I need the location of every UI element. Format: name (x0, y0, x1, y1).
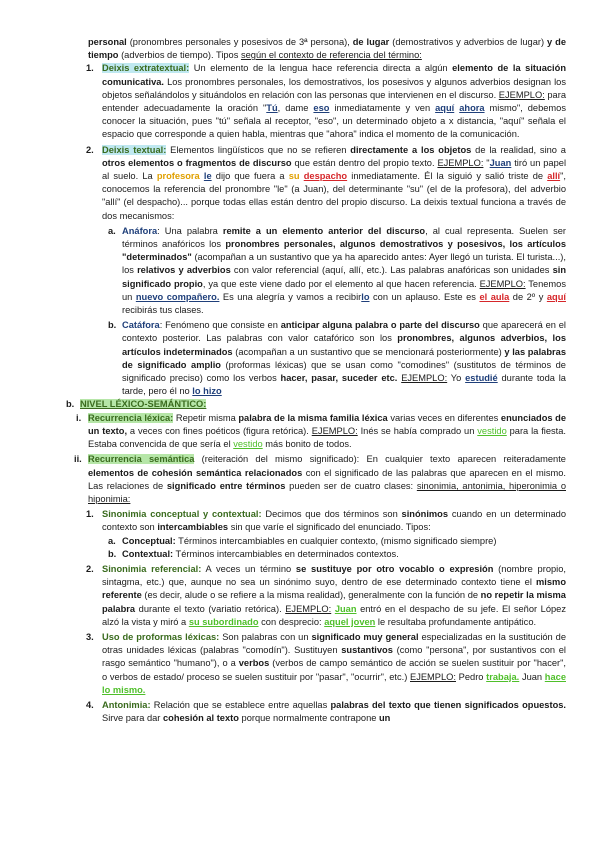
term-label: Recurrencia semántica (88, 454, 195, 465)
term-label: Conceptual: (122, 535, 176, 546)
list-item-sinonimia-conceptual: 1. Sinonimia conceptual y contextual: Decimos que dos términos son sinónimos cuando en un determinado contexto son intercambiables sin que varíe el significado del enunciado. Tipos: (86, 509, 567, 533)
list-marker: 1. (86, 63, 94, 74)
list-marker: 3. (86, 631, 94, 642)
term-label: Antonimia: (102, 699, 151, 710)
list-item-sinonimia-conceptual-a: a. Conceptual: Términos intercambiables en cualquier contexto, (mismo significado siempre) (122, 535, 566, 548)
list-item-catafora: b. Catáfora: Fenómeno que consiste en anticipar alguna palabra o parte del discurso que aparecerá en el contexto posterior. Las palabras con valor catafórico son los pronombres, algunos adverbios, los artículos indeterminados (acompañan a un sustantivo que se mencionará posteriormente) y las palabras de significado amplio (proformas léxicas) que se usan como "comodines" (sustitutos de términos de significado preciso) como los verbos hacer, pasar, suceder etc. EJEMPLO: Yo estudié durante toda la tarde, pero él no lo hizo (108, 320, 566, 397)
example-label: EJEMPLO: (285, 603, 332, 614)
list-item-proformas: 3. Uso de proformas léxicas: Son palabras con un significado muy general especializadas en la sustitución de otras unidades léxicas (palabras "comodín"). Sustituyen sustantivos (como "persona", por sustantivos con el rasgo semántico "humano"), o a verbos (verbos de campo semántico de acción se suelen sustituir por "hacer", o verbos de estado/ proceso se suelen sustituir por "pasar", "ocurrir", etc.) EJEMPLO: Pedro trabaja. Juan hace lo mismo. (86, 631, 566, 695)
list-marker: a. (108, 535, 116, 546)
term-label: Contextual: (122, 548, 174, 559)
example-label: EJEMPLO: (479, 278, 526, 289)
term-label: Uso de proformas léxicas: (102, 631, 220, 642)
term-label: Catáfora (122, 320, 160, 331)
term-label: Deixis extratextual: (102, 63, 190, 74)
section-title: NIVEL LÉXICO-SEMÁNTICO: (80, 399, 207, 410)
types-heading: según el contexto de referencia del término: (240, 50, 422, 61)
list-item-sinonimia-referencial: 2. Sinonimia referencial: A veces un término se sustituye por otro vocablo o expresión (nombre propio, sintagma, etc.) que, aunque no sea un sinónimo suyo, dentro de ese determinado contexto tiene el mismo referente (es decir, alude o se refiere a la misma realidad), generalmente con la función de no repetir la misma palabra durante el texto (variatio retórica). EJEMPLO: Juan entró en el despacho de su jefe. El señor López alzó la vista y miró a su subordinado con desprecio: aquel joven le resultaba profundamente antipático. (86, 563, 566, 627)
list-marker: ii. (74, 454, 82, 465)
list-item-anafora: a. Anáfora: Una palabra remite a un elemento anterior del discurso, al cual representa. Suelen ser términos anafóricos los pronombres personales, algunos demostrativos y posesivos, los artículos "determinados" (acompañan a un sustantivo que ya ha aparecido antes: Ayer llegó un turista. El turista...), los relativos y adverbios con valor referencial (aquí, allí, etc.). Las palabras anafóricas son unidades sin significado propio, ya que este viene dado por el elemento al que hacen referencia. EJEMPLO: Tenemos un nuevo compañero. Es una alegría y vamos a recibirlo con un aplauso. Este es el aula de 2º y aquí recibirás tus clases. (108, 225, 567, 316)
list-item-recurrencia-semantica: ii. Recurrencia semántica (reiteración del mismo significado): En cualquier texto aparecen reiteradamente elementos de cohesión semántica relacionados con el significado de las palabras que aparecen en el mismo. Las relaciones de significado entre términos pueden ser de cuatro clases: sinonimia, antonimia, hiperonimia o hiponimia: (74, 454, 566, 504)
term-label: Recurrencia léxica: (88, 412, 174, 423)
term-label: Deixis textual: (102, 144, 167, 155)
term-label: Anáfora (122, 225, 158, 236)
example-label: EJEMPLO: (410, 671, 456, 682)
example-label: EJEMPLO: (401, 373, 448, 384)
list-marker: i. (76, 412, 82, 423)
intro-paragraph: personal (pronombres personales y posesivos de 3ª persona), de lugar (demostrativos y adverbios de lugar) y de tiempo (adverbios de tiempo). Tipos según el contexto de referencia del término: (88, 37, 566, 61)
list-marker: a. (108, 225, 116, 236)
example-label: EJEMPLO: (498, 89, 545, 100)
example-label: EJEMPLO: (311, 425, 358, 436)
list-marker: 2. (86, 563, 94, 574)
list-item-deixis-textual: 2. Deixis textual: Elementos lingüísticos que no se refieren directamente a los objetos de la realidad, sino a otros elementos o fragmentos de discurso que están dentro del propio texto. EJEMPLO: "Juan tiró un papel al suelo. La profesora le dijo que fuera a su despacho inmediatamente. Él la siguió y salió triste de allí", conocemos la referencia del pronombre "le" (a Juan), del determinante "su" (el de la profesora), del adverbio "allí" (el despacho)... porque todas ellas están dentro del propio discurso. La deixis textual funciona a través de dos mecanismos: (86, 144, 567, 221)
example-label: EJEMPLO: (437, 157, 484, 168)
list-marker: 1. (86, 509, 94, 520)
list-item-deixis-extratextual: 1. Deixis extratextual: Un elemento de la lengua hace referencia directa a algún elemento de la situación comunicativa. Los pronombres personales, los demostrativos, los posesivos y algunos adverbios designan los objetos señalándolos y situándolos en relación con las personas que intervienen en el discurso. EJEMPLO: para entender adecuadamente la oración "Tú, dame eso inmediatamente y ven aquí ahora mismo", debemos conocer la situación, pues "tú" señala al receptor, "eso", un determinado objeto a x distancia, "aquí" señala el espacio que corresponde a quien habla, mientras que "ahora" indica el momento de la comunicación. (86, 63, 566, 140)
list-item-antonimia: 4. Antonimia: Relación que se establece entre aquellas palabras del texto que tienen significados opuestos. Sirve para dar cohesión al texto porque normalmente contrapone un (86, 699, 566, 724)
list-item-sinonimia-contextual-b: b. Contextual: Términos intercambiables en determinados contextos. (122, 548, 566, 561)
intro-term-personal: personal (88, 37, 127, 47)
list-marker: b. (108, 320, 117, 331)
section-heading-lexico-semantico (66, 398, 566, 411)
list-marker: 2. (86, 144, 94, 155)
list-marker: b. (108, 548, 117, 559)
list-marker: b. (66, 399, 75, 410)
list-marker: 4. (86, 699, 94, 710)
term-label: Sinonimia referencial: (102, 563, 202, 574)
list-item-recurrencia-lexica: i. Recurrencia léxica: Repetir misma palabra de la misma familia léxica varias veces en diferentes enunciados de un texto, a veces con fines poéticos (figura retórica). EJEMPLO: Inés se había comprado un vestido para la fiesta. Estaba convencida de que sería el vestido más bonito de todos. (76, 412, 567, 450)
term-label: Sinonimia conceptual y contextual: (102, 509, 262, 520)
